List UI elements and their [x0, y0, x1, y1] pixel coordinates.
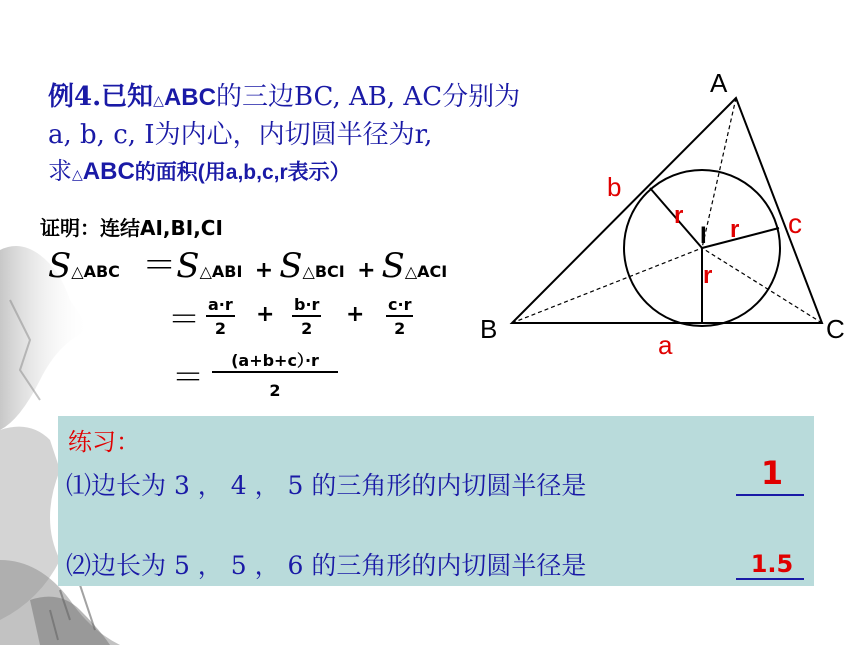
radius-label-a: r: [703, 262, 713, 289]
side-c-label: c: [788, 208, 802, 239]
fraction-numerator: b·r: [292, 296, 321, 317]
question-line-2: a, b, c, I为内心，内切圆半径为r,: [48, 120, 433, 150]
fraction-numerator: c·r: [386, 296, 413, 317]
area-symbol: S: [48, 246, 72, 286]
subscript-abi: △ABI: [199, 262, 243, 281]
radius-label-c: r: [730, 216, 740, 243]
vertex-b-label: B: [480, 314, 498, 344]
area-symbol: S: [381, 246, 405, 286]
side-b-label: b: [607, 172, 622, 202]
question-ask-detail: 的面积(用a,b,c,r表示）: [134, 161, 351, 184]
answer-1: 1: [760, 454, 784, 492]
practice-title: 练习：: [68, 428, 140, 456]
answer-2: 1.5: [750, 550, 794, 578]
fraction-numerator: a·r: [206, 296, 235, 317]
plus-sign: +: [256, 302, 275, 327]
fraction-denominator: 2: [214, 319, 226, 338]
equals-sign-3: ＝: [172, 358, 205, 396]
plus-sign: +: [357, 258, 376, 283]
subscript-bci: △BCI: [302, 262, 345, 281]
fraction-denominator: 2: [301, 319, 313, 338]
plus-sign: +: [346, 302, 365, 327]
fraction-denominator: 2: [269, 381, 281, 400]
vertex-a-label: A: [710, 68, 728, 98]
proof-intro-text: 证明：连结AI,BI,CI: [40, 216, 223, 240]
subscript-aci: △ACI: [404, 262, 448, 281]
radius-label-b: r: [674, 202, 684, 229]
triangle-symbol: △: [153, 93, 164, 109]
question-prefix: 例4.已知: [48, 82, 154, 112]
area-symbol: S: [279, 246, 303, 286]
line-bi: [512, 248, 702, 323]
triangle-symbol: △: [72, 167, 83, 183]
plus-sign: +: [254, 258, 274, 283]
question-ask: 求: [48, 157, 72, 185]
line-ci: [702, 248, 822, 323]
triangle-abc-shape: [512, 98, 822, 323]
practice-question-2: ⑵边长为 5 ， 5 ， 6 的三角形的内切圆半径是: [66, 551, 587, 580]
vertex-c-label: C: [826, 314, 845, 344]
answer-blank-2: [736, 578, 804, 580]
equals-sign-2: ＝: [168, 300, 201, 338]
fraction-denominator: 2: [394, 319, 406, 338]
equals-sign: ＝: [142, 246, 177, 286]
triangle-abc: ABC: [82, 158, 135, 185]
triangle-abc: ABC: [163, 84, 216, 111]
radius-to-c: [702, 228, 779, 248]
answer-blank-1: [736, 494, 804, 496]
area-symbol: S: [176, 246, 200, 286]
fraction-numerator: (a+b+c）·r: [212, 352, 338, 373]
practice-panel: [58, 416, 814, 586]
practice-question-1: ⑴边长为 3 ， 4 ， 5 的三角形的内切圆半径是: [66, 471, 587, 500]
question-sides: 的三边BC, AB, AC分别为: [215, 82, 521, 112]
side-a-label: a: [658, 330, 673, 360]
subscript-abc: △ABC: [71, 262, 120, 281]
incenter-label: I: [700, 222, 707, 249]
